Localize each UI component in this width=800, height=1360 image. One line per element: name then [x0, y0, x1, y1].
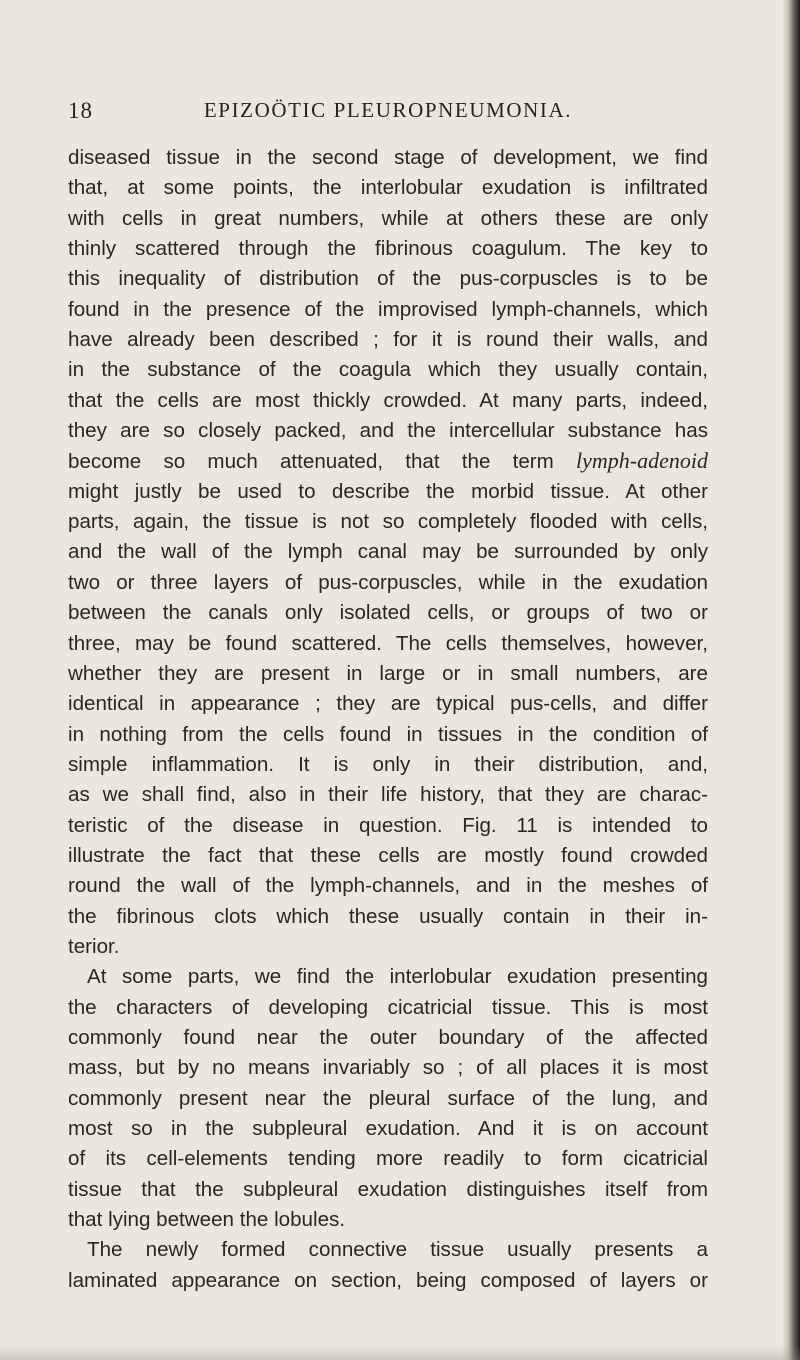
text-line: mass, but by no means invariably so ; of all places it is most [68, 1056, 708, 1080]
text-line: illustrate the fact that these cells are mostly found crowded [68, 843, 708, 867]
page-edge-shadow [782, 0, 800, 1360]
text-line: might justly be used to describe the morbid tissue. At other [68, 479, 708, 503]
page-bottom-shadow [0, 1346, 800, 1360]
text-line: the fibrinous clots which these usually contain in their in- [68, 904, 708, 928]
text-line: between the canals only isolated cells, or groups of two or [68, 601, 708, 625]
text-line: laminated appearance on section, being composed of layers or [68, 1268, 708, 1292]
text-line: identical in appearance ; they are typical pus-cells, and differ [68, 692, 708, 716]
text-line: of its cell-elements tending more readily to form cicatricial [68, 1147, 708, 1171]
text-line: parts, again, the tissue is not so completely flooded with cells, [68, 510, 708, 534]
text-line: that lying between the lobules. [68, 1208, 346, 1232]
text-line [68, 446, 708, 476]
text-line: round the wall of the lymph-channels, and in the meshes of [68, 874, 708, 898]
text-line: commonly present near the pleural surface of the lung, and [68, 1086, 708, 1110]
text-line: and the wall of the lymph canal may be surrounded by only [68, 540, 708, 564]
text-line: teristic of the disease in question. Fig. 11 is intended to [68, 813, 708, 837]
text-line: in the substance of the coagula which they usually contain, [68, 358, 708, 382]
text-line: they are so closely packed, and the intercellular substance has [68, 419, 708, 443]
text-line: simple inflammation. It is only in their distribution, and, [68, 752, 708, 776]
text-line: three, may be found scattered. The cells themselves, however, [68, 631, 708, 655]
italic-term: lymph-adenoid [576, 448, 708, 474]
text-line: in nothing from the cells found in tissues in the condition of [68, 722, 708, 746]
text-line: that the cells are most thickly crowded. At many parts, indeed, [68, 388, 708, 412]
text-line: most so in the subpleural exudation. And it is on account [68, 1117, 708, 1140]
paragraph-start-line: The newly formed connective tissue usually presents a [87, 1238, 708, 1262]
text-line: terior. [68, 934, 120, 958]
text-line: that, at some points, the interlobular exudation is infiltrated [68, 176, 708, 200]
text-run: become so much attenuated, that the term [68, 450, 577, 474]
text-line: diseased tissue in the second stage of development, we find [68, 146, 708, 169]
body-text [68, 143, 708, 1296]
paragraph-start-line: At some parts, we find the interlobular exudation presenting [87, 965, 708, 989]
text-line: the characters of developing cicatricial tissue. This is most [68, 995, 708, 1019]
text-line: with cells in great numbers, while at others these are only [68, 206, 708, 230]
text-line: commonly found near the outer boundary of the affected [68, 1025, 708, 1049]
text-line: whether they are present in large or in small numbers, are [68, 661, 708, 685]
text-line: two or three layers of pus-corpuscles, while in the exudation [68, 570, 708, 594]
text-line: thinly scattered through the fibrinous coagulum. The key to [68, 237, 708, 261]
text-line: have already been described ; for it is round their walls, and [68, 328, 708, 352]
page-header [68, 98, 708, 128]
text-line: this inequality of distribution of the pus-corpuscles is to be [68, 267, 708, 291]
running-title: EPIZOÖTIC PLEUROPNEUMONIA. [203, 98, 573, 122]
text-line: tissue that the subpleural exudation distinguishes itself from [68, 1177, 708, 1201]
text-line: found in the presence of the improvised lymph-channels, which [68, 297, 708, 321]
page-number: 18 [68, 98, 93, 123]
text-line: as we shall find, also in their life history, that they are charac- [68, 783, 708, 807]
